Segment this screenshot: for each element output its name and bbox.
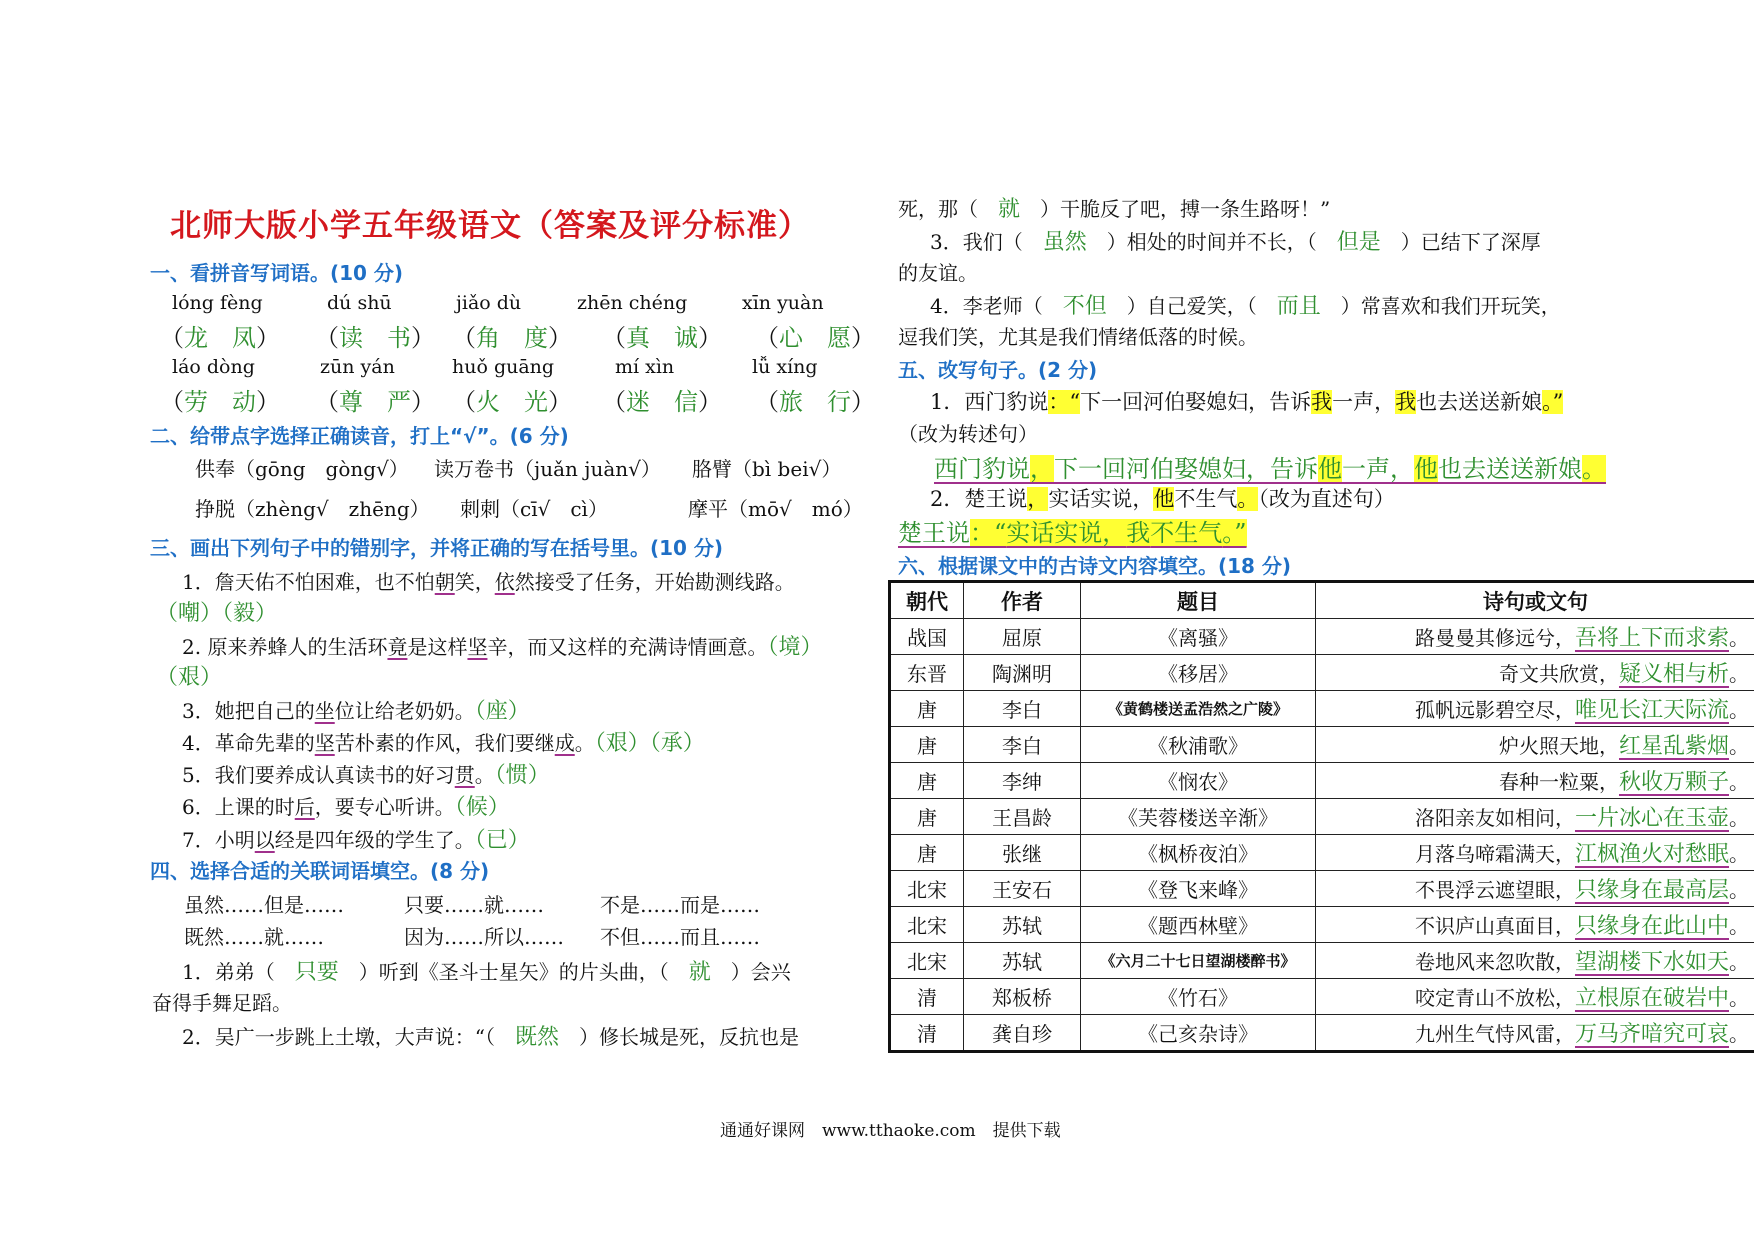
word-2-2: 尊 严 (339, 388, 411, 416)
pinyin-1-2: dú shū (327, 292, 392, 314)
s4-q3-cont: 的友谊。 (898, 261, 978, 285)
word-1-3: 角 度 (476, 324, 548, 352)
cell-dynasty: 唐 (890, 763, 964, 799)
footer-credit: 通通好课网 www.tthaoke.com 提供下载 (720, 1121, 1061, 1141)
page-title: 北师大版小学五年级语文（答案及评分标准） (170, 208, 810, 244)
table-header-row (890, 582, 1754, 619)
s4-q1-answer-2: 就 (688, 960, 711, 985)
cell-author: 李绅 (964, 763, 1081, 799)
cell-title: 《移居》 (1081, 655, 1316, 691)
section-2-heading: 二、给带点字选择正确读音，打上“√”。(6 分) (150, 424, 569, 448)
section-1-heading: 一、看拼音写词语。(10 分) (150, 261, 404, 285)
cell-dynasty: 唐 (890, 835, 964, 871)
poem-given-line: 炉火照天地， (1498, 734, 1619, 758)
cell-title: 《离骚》 (1081, 619, 1316, 655)
cell-dynasty: 北宋 (890, 943, 964, 979)
s5-q1-note: （改为转述句） (898, 422, 1038, 446)
s3-answer-5: （惯） (494, 763, 550, 788)
cell-poem-line (1316, 727, 1754, 763)
s4-q3: 3．我们（ 虽然 ）相处的时间并不长，（ 但是 ）已结下了深厚 (930, 230, 1541, 255)
table-row (890, 979, 1754, 1015)
cell-poem-line (1316, 979, 1754, 1015)
word-1-2: 读 书 (339, 324, 411, 352)
pinyin-1-5: xīn yuàn (742, 292, 824, 314)
table-row (890, 835, 1754, 871)
wrong-char: 竟 (387, 635, 408, 659)
cell-dynasty: 唐 (890, 691, 964, 727)
poem-answer: 一片冰心在玉壶 (1574, 806, 1729, 831)
cell-title: 《悯农》 (1081, 763, 1316, 799)
cell-author: 李白 (964, 691, 1081, 727)
table-row (890, 763, 1754, 799)
table-row (890, 871, 1754, 907)
cell-poem-line (1316, 871, 1754, 907)
s3-answer-3: （座） (474, 699, 530, 724)
section-6-heading: 六、根据课文中的古诗文内容填空。(18 分) (898, 554, 1292, 578)
cell-author: 龚自珍 (964, 1015, 1081, 1052)
conj-option-4: 既然……就…… (184, 925, 324, 949)
word-2-5: 旅 行 (779, 388, 851, 416)
poem-given-line: 奇文共欣赏， (1498, 662, 1619, 686)
s4-q4-cont: 逗我们笑，尤其是我们情绪低落的时候。 (898, 325, 1258, 349)
section-5-heading: 五、改写句子。(2 分) (898, 358, 1098, 382)
poem-answer: 吾将上下而求索 (1574, 626, 1729, 651)
poem-answer: 望湖楼下水如天 (1574, 950, 1729, 975)
cell-dynasty: 东晋 (890, 655, 964, 691)
s3-line-7: 7．小明以经是四年级的学生了。（已） (182, 828, 530, 853)
word-1-1: 龙 凤 (184, 324, 256, 352)
s3-line-2: 2. 原来养蜂人的生活环竟是这样坚辛，而又这样的充满诗情画意。（境） (182, 635, 823, 660)
s4-q2: 2．吴广一步跳上土墩，大声说：“（ 既然 ）修长城是死，反抗也是 (182, 1025, 799, 1050)
table-row (890, 1015, 1754, 1052)
table-row (890, 727, 1754, 763)
table-body (890, 619, 1754, 1052)
poem-given-line: 咬定青山不放松， (1414, 986, 1575, 1010)
cell-poem-line (1316, 799, 1754, 835)
poem-answer: 红星乱紫烟 (1618, 734, 1729, 759)
cell-author: 苏轼 (964, 943, 1081, 979)
s4-q3-answer-2: 但是 (1336, 230, 1381, 255)
s4-q1-cont: 奋得手舞足蹈。 (152, 991, 292, 1015)
conj-option-6: 不但……而且…… (600, 925, 760, 949)
s4-q2-cont: 死，那（ 就 ）干脆反了吧，搏一条生路呀！” (898, 197, 1331, 222)
poem-answer: 只缘身在最高层 (1574, 878, 1729, 903)
poem-given-line: 孤帆远影碧空尽， (1414, 698, 1575, 722)
poem-answer: 立根原在破岩中 (1574, 986, 1729, 1011)
reading-2b: 刺刺（cī√ cì） (460, 497, 608, 521)
poem-answer: 江枫渔火对愁眠 (1574, 842, 1729, 867)
wrong-char: 以 (254, 828, 275, 852)
s4-q4-answer-1: 不但 (1062, 294, 1107, 319)
poem-end-punct: 。 (1729, 806, 1749, 830)
poem-answer: 只缘身在此山中 (1574, 914, 1729, 939)
cell-poem-line (1316, 943, 1754, 979)
poem-given-line: 不识庐山真面目， (1414, 914, 1575, 938)
cell-poem-line (1316, 835, 1754, 871)
wrong-char: 后 (294, 795, 315, 819)
poem-end-punct: 。 (1729, 986, 1749, 1010)
conj-option-3: 不是……而是…… (600, 893, 760, 917)
reading-1a: 供奉（gōng gòng√） (195, 457, 409, 481)
cell-author: 张继 (964, 835, 1081, 871)
word-1-5: 心 愿 (779, 324, 851, 352)
wrong-char: 坐 (314, 699, 335, 723)
table-row (890, 691, 1754, 727)
cell-poem-line (1316, 1015, 1754, 1052)
wrong-char: 坚 (467, 635, 488, 659)
s4-q4-answer-2: 而且 (1276, 294, 1321, 319)
cell-title: 《秋浦歌》 (1081, 727, 1316, 763)
cell-poem-line (1316, 691, 1754, 727)
cell-dynasty: 清 (890, 979, 964, 1015)
poem-given-line: 月落乌啼霜满天， (1414, 842, 1575, 866)
s3-answer-2b: （艰） (156, 665, 223, 690)
header-dynasty: 朝代 (890, 582, 964, 619)
header-line: 诗句或文句 (1316, 582, 1754, 619)
poem-given-line: 路曼曼其修远兮， (1414, 626, 1575, 650)
s5-q2: 2．楚王说，实话实说，他不生气。（改为直述句） (930, 487, 1395, 511)
cell-title: 《黄鹤楼送孟浩然之广陵》 (1081, 691, 1316, 727)
cell-dynasty: 北宋 (890, 907, 964, 943)
poem-end-punct: 。 (1729, 734, 1749, 758)
s3-line-6: 6．上课的时后，要专心听讲。（候） (182, 795, 510, 820)
poem-given-line: 卷地风来忽吹散， (1414, 950, 1575, 974)
table-row (890, 943, 1754, 979)
s4-q2-answer-2: 就 (998, 197, 1021, 222)
word-2-3: 火 光 (476, 388, 548, 416)
s3-answer-6: （候） (454, 795, 510, 820)
conj-option-5: 因为……所以…… (404, 925, 564, 949)
poem-end-punct: 。 (1729, 662, 1749, 686)
s3-line-4: 4．革命先辈的坚苦朴素的作风，我们要继成。（艰）（承） (182, 731, 705, 756)
cell-title: 《竹石》 (1081, 979, 1316, 1015)
table-row (890, 655, 1754, 691)
poem-table (888, 580, 1754, 1053)
poem-answer: 唯见长江天际流 (1574, 698, 1729, 723)
wrong-char: 成 (554, 731, 575, 755)
poem-answer: 秋收万颗子 (1618, 770, 1729, 795)
pinyin-2-1: láo dòng (172, 356, 255, 378)
poem-end-punct: 。 (1729, 770, 1749, 794)
poem-end-punct: 。 (1729, 698, 1749, 722)
conj-option-2: 只要……就…… (404, 893, 544, 917)
wrong-char: 依 (494, 570, 515, 594)
poem-end-punct: 。 (1729, 878, 1749, 902)
cell-author: 苏轼 (964, 907, 1081, 943)
reading-1b: 读万卷书（juǎn juàn√） (434, 457, 661, 481)
cell-author: 李白 (964, 727, 1081, 763)
s5-answer-2: 楚王说：“实话实说，我不生气。” (898, 519, 1247, 547)
word-1-4: 真 诚 (626, 324, 698, 352)
poem-end-punct: 。 (1729, 914, 1749, 938)
poem-given-line: 九州生气恃风雷， (1414, 1022, 1575, 1046)
s4-q1: 1．弟弟（ 只要 ）听到《圣斗士星矢》的片头曲，（ 就 ）会兴 (182, 960, 791, 985)
cell-title: 《己亥杂诗》 (1081, 1015, 1316, 1052)
cell-title: 《六月二十七日望湖楼醉书》 (1081, 943, 1316, 979)
pinyin-1-1: lóng fèng (172, 292, 263, 314)
cell-author: 屈原 (964, 619, 1081, 655)
pinyin-2-2: zūn yán (320, 356, 395, 378)
poem-end-punct: 。 (1729, 1022, 1749, 1046)
s3-answer-2a: （境） (767, 635, 823, 660)
poem-given-line: 春种一粒粟， (1498, 770, 1619, 794)
table-row (890, 619, 1754, 655)
wrong-char: 贯 (454, 763, 475, 787)
section-3-heading: 三、画出下列句子中的错别字，并将正确的写在括号里。(10 分) (150, 536, 724, 560)
cell-dynasty: 战国 (890, 619, 964, 655)
poem-answer: 疑义相与析 (1618, 662, 1729, 687)
poem-given-line: 洛阳亲友如相问， (1414, 806, 1575, 830)
poem-end-punct: 。 (1729, 842, 1749, 866)
cell-dynasty: 清 (890, 1015, 964, 1052)
s4-q4: 4．李老师（ 不但 ）自己爱笑，（ 而且 ）常喜欢和我们开玩笑， (930, 294, 1561, 319)
conj-option-1: 虽然……但是…… (184, 893, 344, 917)
table-row (890, 907, 1754, 943)
poem-end-punct: 。 (1729, 626, 1749, 650)
s4-q3-answer-1: 虽然 (1042, 230, 1087, 255)
cell-title: 《登飞来峰》 (1081, 871, 1316, 907)
pinyin-2-5: lǚ xíng (752, 356, 818, 378)
word-2-4: 迷 信 (626, 388, 698, 416)
table-row (890, 799, 1754, 835)
cell-poem-line (1316, 655, 1754, 691)
pinyin-2-4: mí xìn (615, 356, 675, 378)
s3-answer-4: （艰）（承） (594, 731, 705, 756)
pinyin-1-3: jiǎo dù (456, 292, 522, 314)
reading-1c: 胳臂（bì bei√） (692, 457, 842, 481)
cell-poem-line (1316, 619, 1754, 655)
cell-poem-line (1316, 763, 1754, 799)
wrong-char: 朝 (434, 570, 455, 594)
pinyin-2-3: huǒ guāng (452, 356, 555, 378)
cell-title: 《题西林壁》 (1081, 907, 1316, 943)
cell-dynasty: 唐 (890, 727, 964, 763)
s4-q2-answer-1: 既然 (514, 1025, 559, 1050)
s3-line-3: 3．她把自己的坐位让给老奶奶。（座） (182, 699, 530, 724)
s3-answer-1: （嘲）（毅） (156, 601, 278, 626)
s5-q1: 1．西门豹说：“下一回河伯娶媳妇，告诉我一声，我也去送送新娘。” (930, 390, 1564, 414)
cell-poem-line (1316, 907, 1754, 943)
s3-answer-7: （已） (474, 828, 530, 853)
cell-dynasty: 北宋 (890, 871, 964, 907)
s3-line-1: 1．詹天佑不怕困难，也不怕朝笑，依然接受了任务，开始勘测线路。 (182, 570, 795, 594)
cell-dynasty: 唐 (890, 799, 964, 835)
cell-author: 王昌龄 (964, 799, 1081, 835)
header-title: 题目 (1081, 582, 1316, 619)
reading-2a: 挣脱（zhèng√ zhēng） (195, 497, 430, 521)
cell-title: 《芙蓉楼送辛渐》 (1081, 799, 1316, 835)
word-2-1: 劳 动 (184, 388, 256, 416)
s5-answer-1: 西门豹说，下一回河伯娶媳妇，告诉他一声，他也去送送新娘。 (934, 455, 1606, 483)
reading-2c: 摩平（mō√ mó） (688, 497, 863, 521)
wrong-char: 坚 (314, 731, 335, 755)
s3-line-5: 5．我们要养成认真读书的好习贯。（惯） (182, 763, 550, 788)
poem-end-punct: 。 (1729, 950, 1749, 974)
poem-answer: 万马齐喑究可哀 (1574, 1022, 1729, 1047)
pinyin-1-4: zhēn chéng (577, 292, 688, 314)
s4-q1-answer-1: 只要 (294, 960, 339, 985)
section-4-heading: 四、选择合适的关联词语填空。(8 分) (150, 859, 490, 883)
poem-given-line: 不畏浮云遮望眼， (1414, 878, 1575, 902)
header-author: 作者 (964, 582, 1081, 619)
cell-author: 王安石 (964, 871, 1081, 907)
cell-author: 陶渊明 (964, 655, 1081, 691)
cell-author: 郑板桥 (964, 979, 1081, 1015)
cell-title: 《枫桥夜泊》 (1081, 835, 1316, 871)
